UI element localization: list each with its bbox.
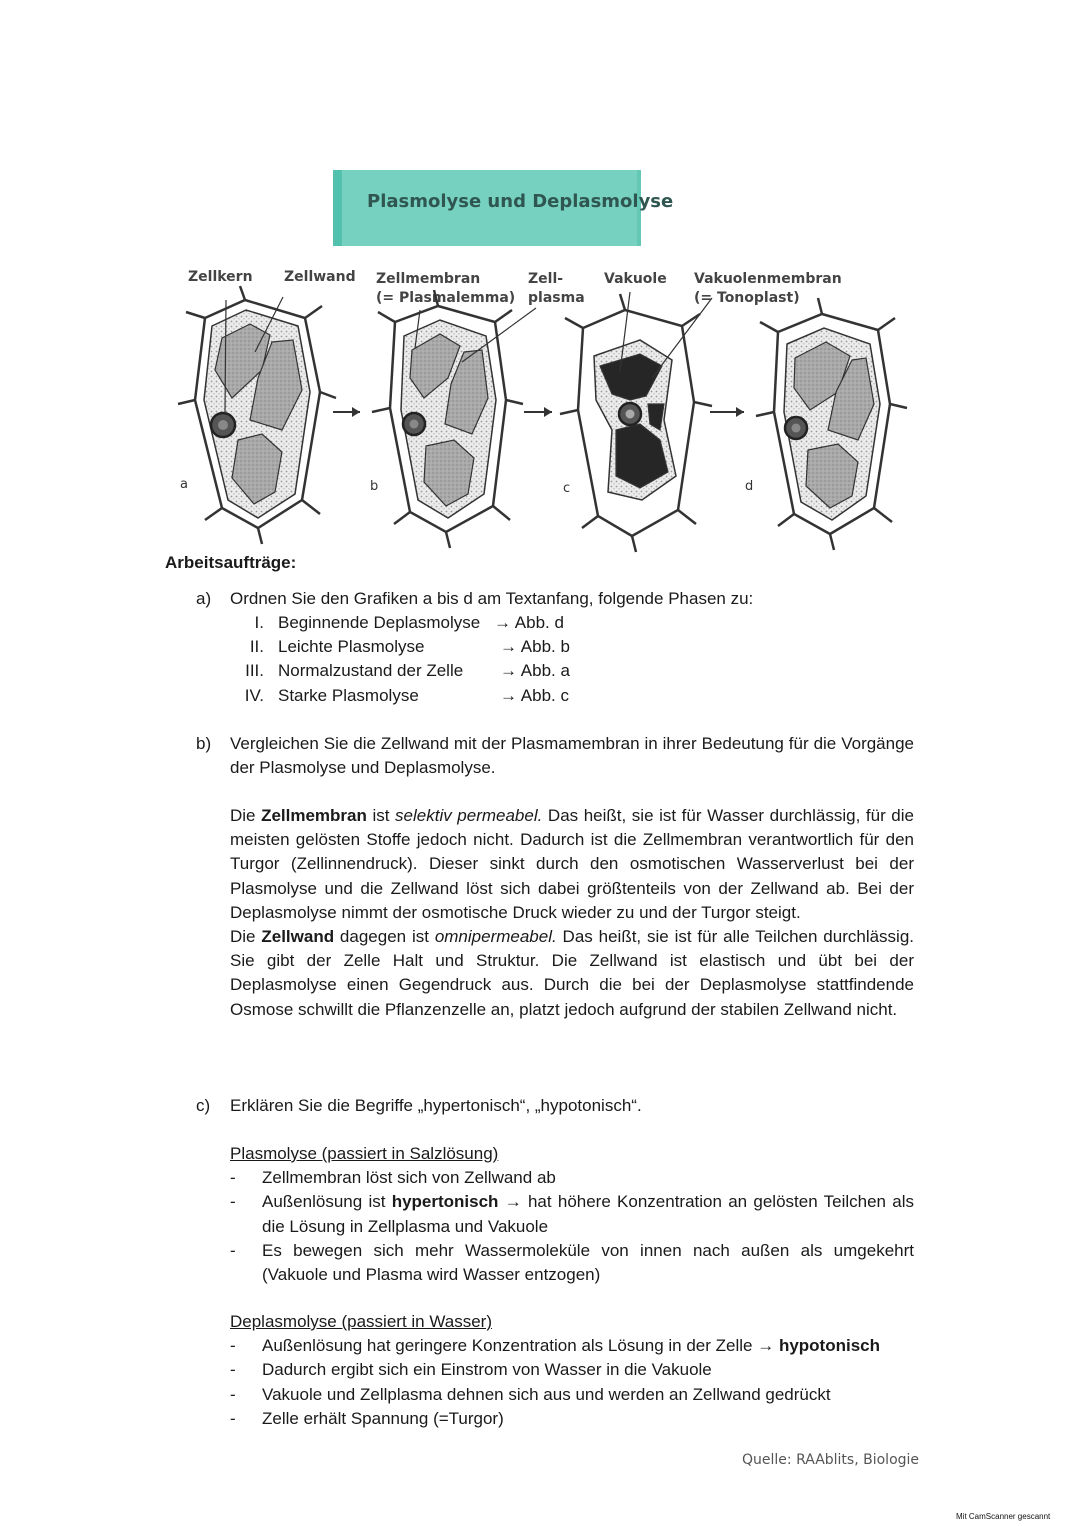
page-title: Plasmolyse und Deplasmolyse xyxy=(367,191,674,212)
phase-item: III. Normalzustand der Zelle → Abb. a xyxy=(245,661,570,681)
phase-item: I. Beginnende Deplasmolyse → Abb. d xyxy=(254,613,564,632)
list-item: - Zellmembran löst sich von Zellwand ab xyxy=(230,1166,914,1190)
task-a-list xyxy=(230,611,650,708)
label-zellmembran: Zellmembran (= Plasmalemma) xyxy=(376,271,516,306)
list-item: - Zelle erhält Spannung (=Turgor) xyxy=(230,1407,914,1431)
cell-diagram-figure xyxy=(0,0,1080,560)
paragraph-zellmembran: Die Zellmembran ist selektiv permeabel. Das heißt, sie ist für Wasser durchlässig, für die meisten gelösten Stoffe jedoch nicht. Dadurch ist die Zellmembran verantwortlich für den Turgor (Zellinnendruck). Dieser sinkt durch den osmotischen Wasserverlust bei der Plasmolyse und die Zellwand löst sich dabei größtenteils von der Zellwand ab. Bei der Deplasmolyse nimmt der osmotische Druck wieder zu und der Turgor steigt. xyxy=(230,806,914,922)
label-zellkern: Zellkern xyxy=(188,269,253,285)
paragraph-zellwand: Die Zellwand dagegen ist omnipermeabel. Das heißt, sie ist für alle Teilchen durchlässig. Sie gibt der Zelle Halt und Struktur. Die Zellwand ist elastisch und übt bei der Deplasmolyse einen Gegendruck aus. Durch die bei der Deplasmolyse stattfindende Osmose schwillt die Pflanzenzelle an, platzt jedoch aufgrund der stabilen Zellwand nicht. xyxy=(230,927,915,1019)
panel-label-a: a xyxy=(180,477,188,492)
cell-c xyxy=(560,292,712,552)
source-citation: Quelle: RAAblits, Biologie xyxy=(742,1452,920,1468)
label-vakuolenmembran: Vakuolenmembran (= Tonoplast) xyxy=(694,271,842,306)
scanner-watermark: Mit CamScanner gescannt xyxy=(956,1512,1051,1521)
tasks-heading: Arbeitsaufträge: xyxy=(165,553,297,572)
task-c-question: Erklären Sie die Begriffe „hypertonisch“, „hypotonisch“. xyxy=(230,1096,642,1115)
list-item: - Vakuole und Zellplasma dehnen sich aus und werden an Zellwand gedrückt xyxy=(230,1383,914,1407)
task-a-question: Ordnen Sie den Grafiken a bis d am Textanfang, folgende Phasen zu: xyxy=(230,589,754,608)
label-zellwand: Zellwand xyxy=(284,269,356,285)
panel-label-b: b xyxy=(370,479,379,494)
list-item: - Außenlösung hat geringere Konzentration als Lösung in der Zelle → hypotonisch xyxy=(230,1334,914,1358)
cell-b xyxy=(372,290,536,548)
task-b-question: Vergleichen Sie die Zellwand mit der Plasmamembran in ihrer Bedeutung für die Vorgänge der Plasmolyse und Deplasmolyse. xyxy=(230,734,914,778)
deplasmolyse-section xyxy=(230,1310,914,1431)
task-b-letter: b) xyxy=(196,734,212,753)
task-c-letter: c) xyxy=(196,1096,211,1115)
panel-label-d: d xyxy=(745,479,754,494)
cell-a xyxy=(178,286,336,544)
label-zellplasma: Zell- plasma xyxy=(528,271,585,306)
list-item: - Außenlösung ist hypertonisch → hat höhere Konzentration an gelösten Teilchen als die Lösung in Zellplasma und Vakuole xyxy=(230,1190,914,1238)
plasmolyse-heading: Plasmolyse (passiert in Salzlösung) xyxy=(230,1144,499,1163)
cell-d xyxy=(756,298,907,550)
list-item: - Dadurch ergibt sich ein Einstrom von Wasser in die Vakuole xyxy=(230,1358,914,1382)
panel-label-c: c xyxy=(563,481,571,496)
phase-item: II. Leichte Plasmolyse → Abb. b xyxy=(249,637,570,657)
task-a-letter: a) xyxy=(196,589,212,608)
list-item: - Es bewegen sich mehr Wassermoleküle von innen nach außen als umgekehrt (Vakuole und Plasma wird Wasser entzogen) xyxy=(230,1239,914,1287)
plasmolyse-section xyxy=(230,1142,914,1287)
task-b-answer xyxy=(230,804,914,1022)
phase-item: IV. Starke Plasmolyse → Abb. c xyxy=(244,685,569,705)
label-vakuole: Vakuole xyxy=(604,271,667,287)
deplasmolyse-heading: Deplasmolyse (passiert in Wasser) xyxy=(230,1312,492,1331)
